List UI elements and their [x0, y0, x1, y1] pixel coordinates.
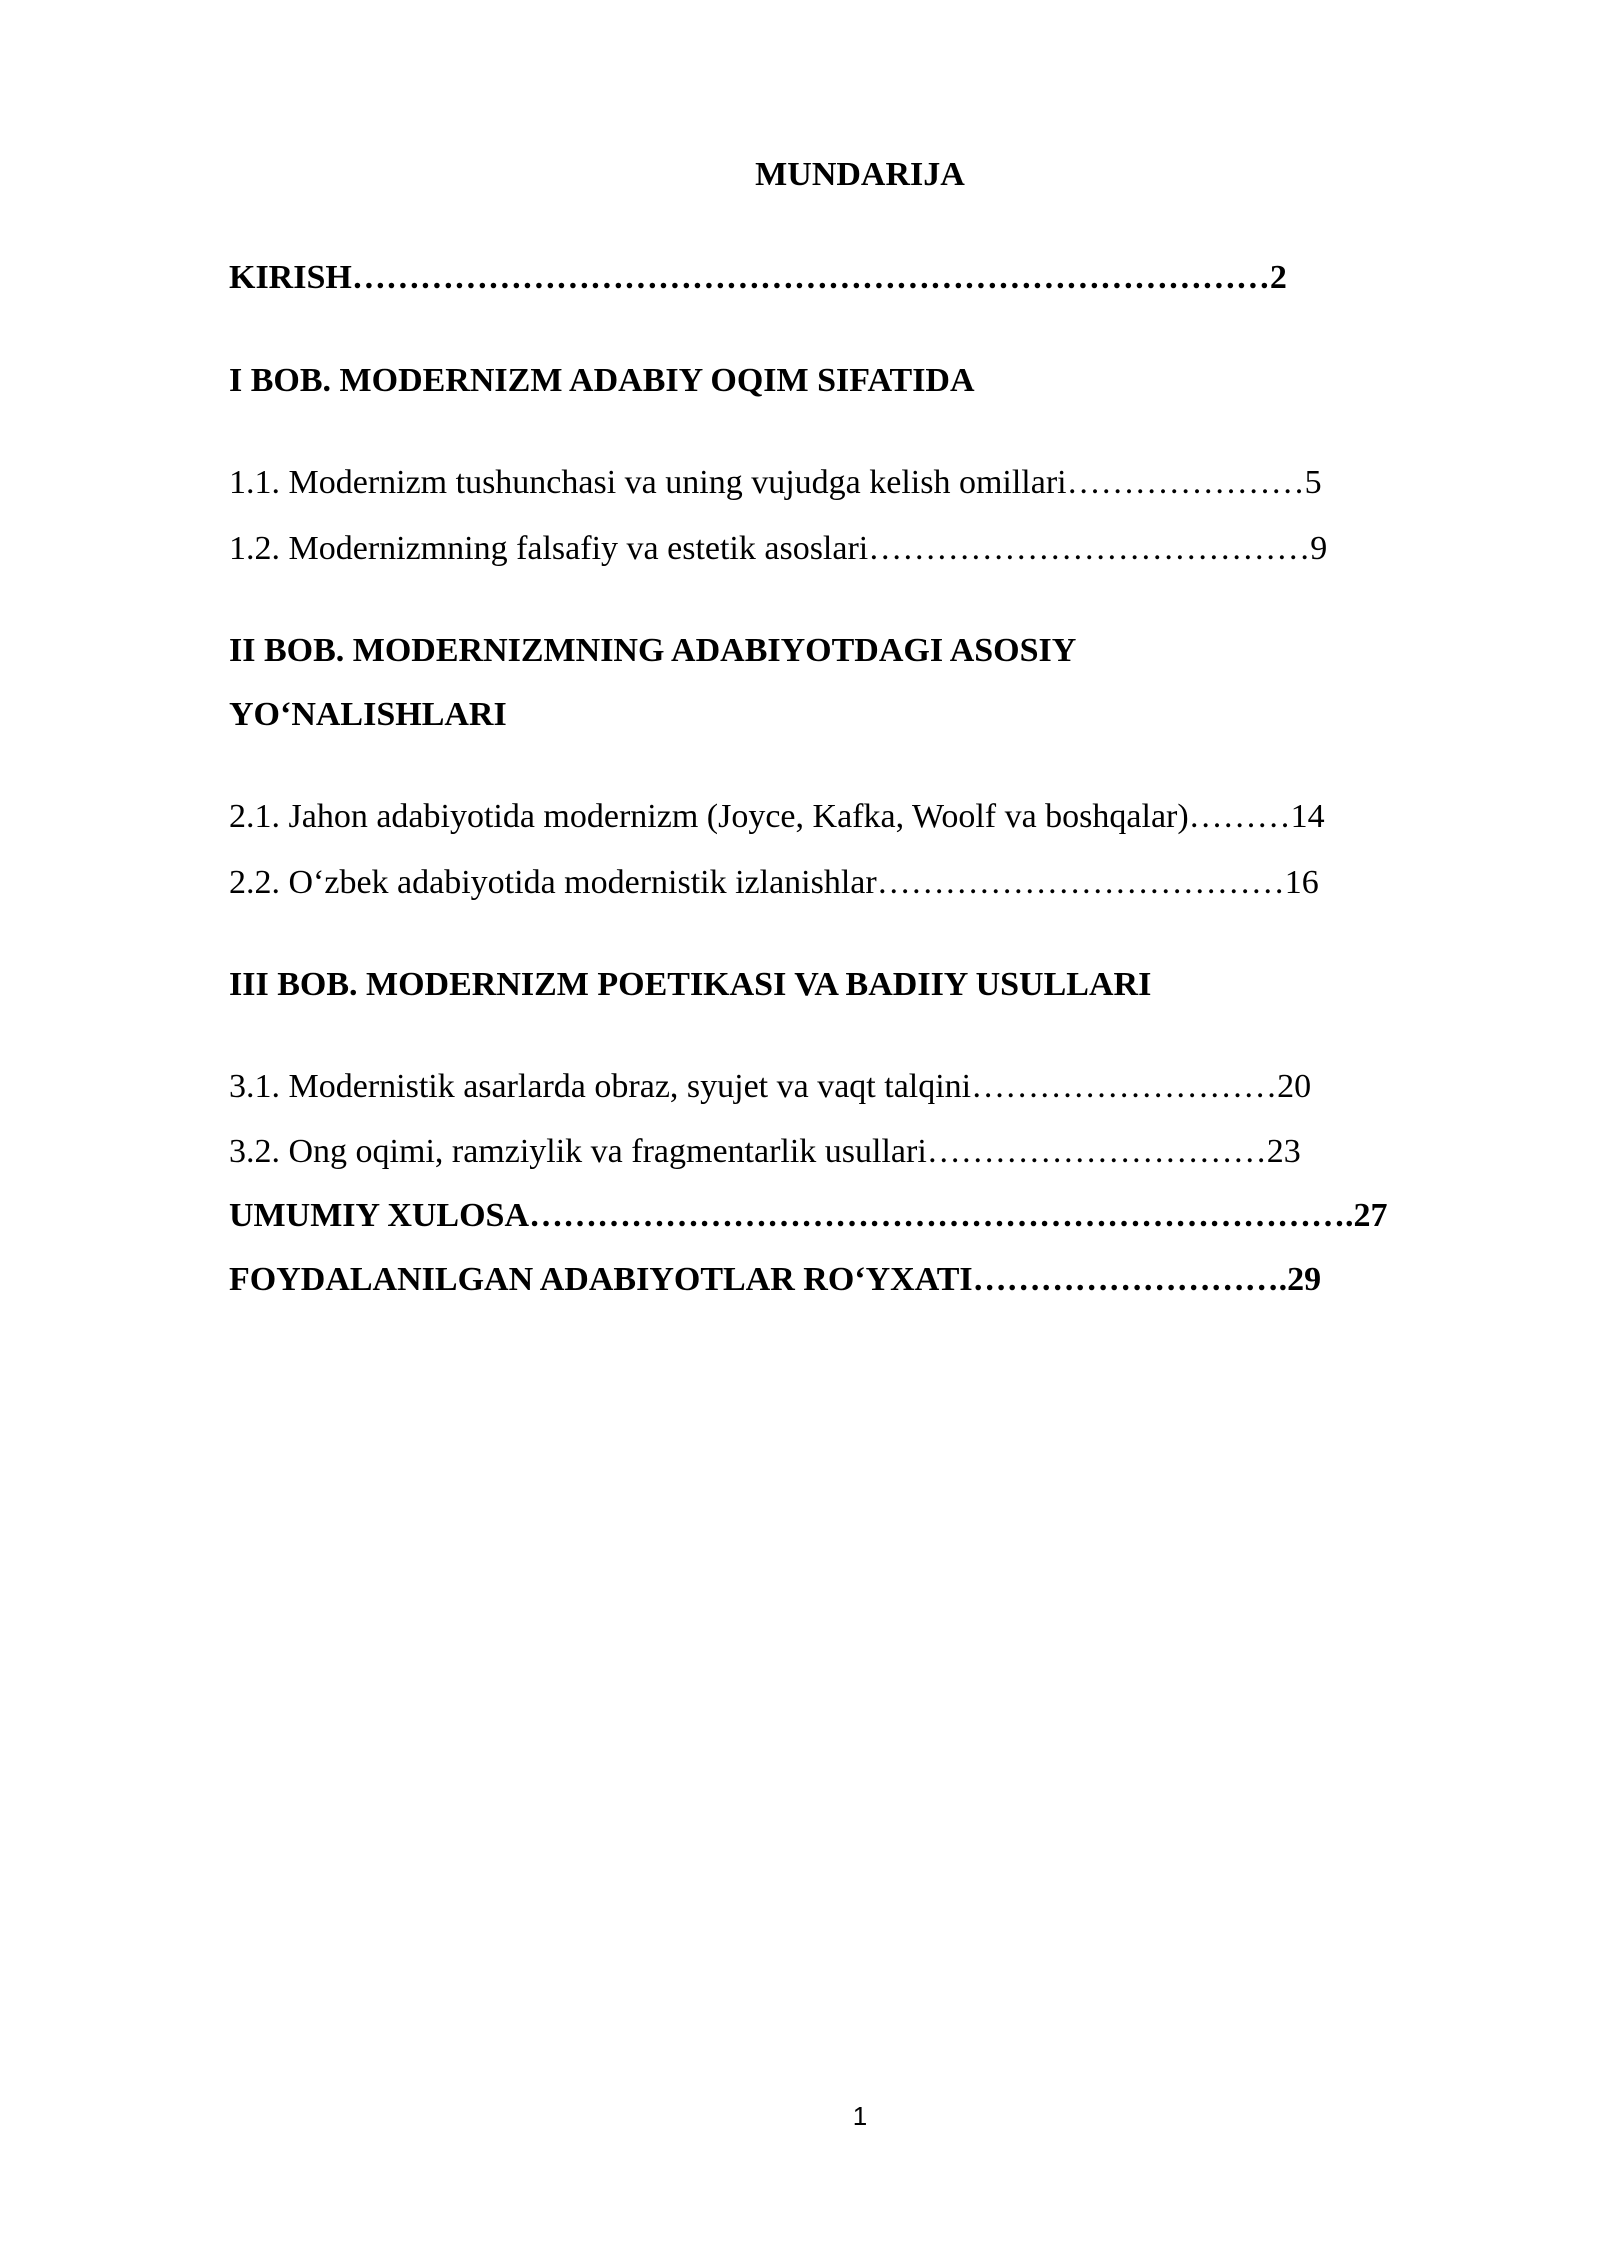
toc-entry-1-1: 1.1. Modernizm tushunchasi va uning vujudga kelish omillari…………………5 [229, 464, 1322, 501]
toc-chapter-3: III BOB. MODERNIZM POETIKASI VA BADIIY USULLARI [229, 966, 1152, 1003]
toc-entry-3-2: 3.2. Ong oqimi, ramziylik va fragmentarlik usullari…………………………23 [229, 1133, 1301, 1170]
page-title: MUNDARIJA [755, 156, 965, 193]
toc-entry-2-1: 2.1. Jahon adabiyotida modernizm (Joyce, Kafka, Woolf va boshqalar)………14 [229, 798, 1325, 835]
page-number: 1 [852, 2101, 868, 2131]
toc-entry-1-2: 1.2. Modernizmning falsafiy va estetik asoslari…………………………………9 [229, 530, 1328, 567]
toc-chapter-1: I BOB. MODERNIZM ADABIY OQIM SIFATIDA [229, 362, 975, 399]
toc-entry-references: FOYDALANILGAN ADABIYOTLAR RO‘YXATI……………………….29 [229, 1261, 1322, 1298]
toc-chapter-2-line-2: YO‘NALISHLARI [229, 696, 507, 733]
toc-entry-3-1: 3.1. Modernistik asarlarda obraz, syujet va vaqt talqini………………………20 [229, 1068, 1312, 1105]
toc-entry-kirish: KIRISH………………………………………………………………………2 [229, 259, 1287, 296]
toc-entry-conclusion: UMUMIY XULOSA……………………………………………………………….27 [229, 1197, 1388, 1234]
toc-entry-2-2: 2.2. O‘zbek adabiyotida modernistik izlanishlar………………………………16 [229, 864, 1319, 901]
toc-chapter-2-line-1: II BOB. MODERNIZMNING ADABIYOTDAGI ASOSIY [229, 632, 1077, 669]
